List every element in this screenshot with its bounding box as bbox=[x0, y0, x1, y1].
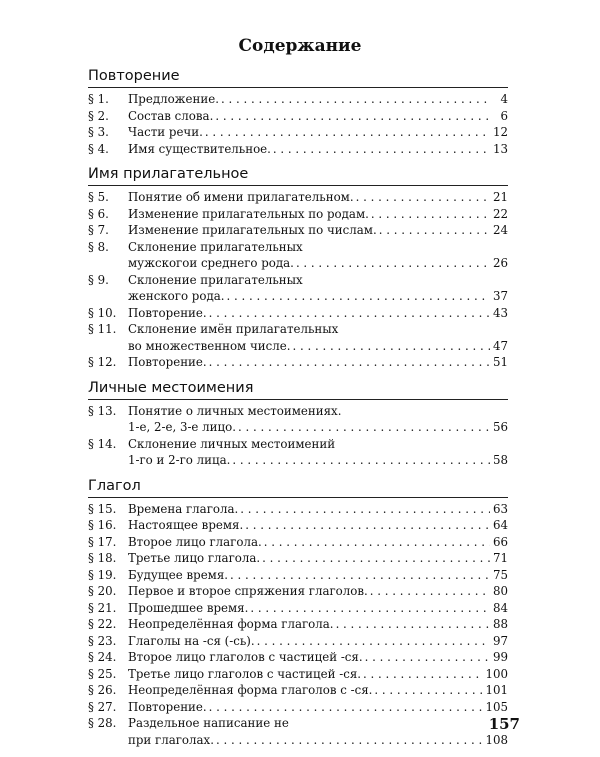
toc-entry[interactable] bbox=[88, 321, 508, 354]
page-ref: 66 bbox=[492, 534, 508, 549]
dot-leader bbox=[250, 600, 490, 617]
page-ref: 58 bbox=[492, 453, 508, 467]
toc-entry[interactable] bbox=[88, 583, 508, 600]
toc-entry[interactable] bbox=[88, 239, 508, 272]
section-number: § 11. bbox=[88, 322, 117, 336]
toc-entry[interactable] bbox=[88, 633, 508, 650]
page-ref: 21 bbox=[492, 190, 508, 204]
section-number: § 14. bbox=[88, 436, 117, 451]
toc-entry[interactable] bbox=[88, 699, 508, 716]
toc-section bbox=[88, 68, 508, 157]
dot-leader bbox=[374, 682, 483, 699]
section-number: § 17. bbox=[88, 534, 117, 549]
dot-leader bbox=[379, 222, 490, 239]
toc-section bbox=[88, 478, 508, 749]
section-number: § 22. bbox=[88, 617, 117, 631]
section-number: § 10. bbox=[88, 305, 117, 320]
dot-leader bbox=[296, 255, 490, 272]
entry-title: Склонение прилагательных bbox=[128, 272, 303, 287]
entry-title: Второе лицо глаголов с частицей -ся. bbox=[128, 650, 363, 664]
dot-leader bbox=[371, 206, 490, 223]
section-number: § 21. bbox=[88, 600, 117, 615]
page-ref: 64 bbox=[492, 518, 508, 532]
section-number: § 8. bbox=[88, 239, 109, 254]
dot-leader bbox=[370, 583, 490, 600]
entry-title: Второе лицо глагола. bbox=[128, 534, 262, 549]
toc-entry[interactable] bbox=[88, 436, 508, 469]
dot-leader bbox=[365, 649, 490, 666]
page-ref: 71 bbox=[492, 551, 508, 565]
entry-title: Времена глагола. bbox=[128, 501, 239, 516]
section-number: § 27. bbox=[88, 699, 117, 714]
page-ref: 105 bbox=[485, 699, 508, 714]
page-ref: 63 bbox=[492, 501, 508, 516]
entry-title: Прошедшее время. bbox=[128, 600, 249, 615]
entry-title: Настоящее время. bbox=[128, 518, 244, 532]
section-number: § 28. bbox=[88, 716, 117, 730]
section-heading: Повторение bbox=[88, 68, 508, 88]
page-ref: 4 bbox=[500, 92, 508, 106]
section-number: § 25. bbox=[88, 666, 117, 681]
page-ref: 84 bbox=[492, 600, 508, 615]
section-number: § 5. bbox=[88, 190, 109, 204]
page-ref: 88 bbox=[492, 617, 508, 631]
page-ref: 99 bbox=[492, 650, 508, 664]
toc-entry[interactable] bbox=[88, 124, 508, 141]
toc-entry[interactable] bbox=[88, 534, 508, 551]
toc-entry[interactable] bbox=[88, 550, 508, 567]
section-number: § 26. bbox=[88, 683, 117, 697]
page-ref: 12 bbox=[492, 125, 508, 139]
page-ref: 47 bbox=[492, 338, 508, 353]
page-ref: 101 bbox=[485, 683, 508, 697]
page-ref: 108 bbox=[485, 732, 508, 747]
dot-leader bbox=[336, 616, 490, 633]
dot-leader bbox=[232, 452, 490, 469]
dot-leader bbox=[221, 91, 490, 108]
toc-entry[interactable] bbox=[88, 715, 508, 748]
toc-entry[interactable] bbox=[88, 666, 508, 683]
toc-section bbox=[88, 166, 508, 371]
section-number: § 24. bbox=[88, 650, 117, 664]
toc-entry[interactable] bbox=[88, 649, 508, 666]
page-ref: 24 bbox=[492, 223, 508, 237]
section-number: § 2. bbox=[88, 108, 109, 123]
toc-entry[interactable] bbox=[88, 600, 508, 617]
page-ref: 22 bbox=[492, 206, 508, 221]
entry-title: Предложение. bbox=[128, 92, 219, 106]
toc-entry[interactable] bbox=[88, 222, 508, 239]
section-number: § 15. bbox=[88, 501, 117, 516]
section-number: § 1. bbox=[88, 92, 109, 106]
dot-leader bbox=[273, 141, 490, 158]
page-number: 157 bbox=[488, 715, 520, 733]
dot-leader bbox=[215, 108, 490, 125]
dot-leader bbox=[245, 517, 490, 534]
entry-title: Изменение прилагательных по родам. bbox=[128, 206, 369, 221]
section-number: § 3. bbox=[88, 125, 109, 139]
section-heading: Имя прилагательное bbox=[88, 166, 508, 186]
entry-title: Имя существительное. bbox=[128, 141, 271, 156]
toc-entry[interactable] bbox=[88, 501, 508, 518]
dot-leader bbox=[209, 699, 484, 716]
dot-leader bbox=[292, 338, 490, 355]
entry-title: женского рода. bbox=[128, 289, 225, 303]
entry-title: Состав слова. bbox=[128, 108, 214, 123]
toc-entry[interactable] bbox=[88, 616, 508, 633]
page-ref: 43 bbox=[492, 305, 508, 320]
toc-entry[interactable] bbox=[88, 206, 508, 223]
entry-title: Понятие об имени прилагательном. bbox=[128, 190, 354, 204]
section-heading: Глагол bbox=[88, 478, 508, 498]
page-ref: 80 bbox=[492, 584, 508, 598]
entry-title: Понятие о личных местоимениях. bbox=[128, 403, 342, 418]
entry-title: 1-го и 2-го лица. bbox=[128, 453, 231, 467]
entry-title: Третье лицо глагола. bbox=[128, 551, 261, 565]
dot-leader bbox=[257, 633, 490, 650]
toc-entry[interactable] bbox=[88, 305, 508, 322]
page-title: Содержание bbox=[238, 36, 362, 56]
section-heading: Личные местоимения bbox=[88, 380, 508, 400]
dot-leader bbox=[262, 550, 490, 567]
dot-leader bbox=[205, 124, 490, 141]
section-number: § 12. bbox=[88, 355, 117, 369]
dot-leader bbox=[363, 666, 483, 683]
entry-title: Будущее время. bbox=[128, 567, 229, 582]
dot-leader bbox=[209, 305, 490, 322]
section-number: § 19. bbox=[88, 567, 117, 582]
entry-title: Раздельное написание не bbox=[128, 716, 289, 730]
section-number: § 7. bbox=[88, 223, 109, 237]
entry-title: Неопределённая форма глаголов с -ся. bbox=[128, 683, 373, 697]
entry-title: Склонение имён прилагательных bbox=[128, 322, 339, 336]
entry-title: Части речи. bbox=[128, 125, 203, 139]
entry-title: мужскогои среднего рода. bbox=[128, 256, 294, 270]
entry-title: Повторение. bbox=[128, 305, 207, 320]
page-ref: 100 bbox=[485, 666, 508, 681]
entry-title: Неопределённая форма глагола. bbox=[128, 617, 334, 631]
section-number: § 16. bbox=[88, 518, 117, 532]
toc-entry[interactable] bbox=[88, 567, 508, 584]
table-of-contents bbox=[88, 68, 508, 757]
page-ref: 97 bbox=[492, 633, 508, 648]
entry-title: Склонение личных местоимений bbox=[128, 436, 336, 451]
dot-leader bbox=[264, 534, 490, 551]
toc-entry[interactable] bbox=[88, 189, 508, 206]
toc-entry[interactable] bbox=[88, 108, 508, 125]
section-number: § 9. bbox=[88, 272, 109, 287]
entry-title: при глаголах. bbox=[128, 732, 214, 747]
page-ref: 26 bbox=[492, 256, 508, 270]
page-ref: 6 bbox=[500, 108, 508, 123]
section-number: § 20. bbox=[88, 584, 117, 598]
page-ref: 75 bbox=[492, 567, 508, 582]
toc-section bbox=[88, 380, 508, 469]
toc-entry[interactable] bbox=[88, 682, 508, 699]
toc-entry[interactable] bbox=[88, 517, 508, 534]
page-ref: 37 bbox=[492, 289, 508, 303]
dot-leader bbox=[227, 288, 490, 305]
section-number: § 4. bbox=[88, 141, 109, 156]
page-ref: 51 bbox=[492, 355, 508, 369]
section-number: § 13. bbox=[88, 403, 117, 418]
entry-title: Первое и второе спряжения глаголов. bbox=[128, 584, 368, 598]
section-number: § 23. bbox=[88, 633, 117, 648]
dot-leader bbox=[216, 732, 484, 749]
dot-leader bbox=[238, 419, 490, 436]
toc-entry[interactable] bbox=[88, 354, 508, 371]
section-number: § 6. bbox=[88, 206, 109, 221]
entry-title: Глаголы на -ся (-сь). bbox=[128, 633, 255, 648]
dot-leader bbox=[209, 354, 490, 371]
dot-leader bbox=[240, 501, 490, 518]
page-ref: 56 bbox=[492, 420, 508, 434]
entry-title: Склонение прилагательных bbox=[128, 239, 303, 254]
entry-title: Изменение прилагательных по числам. bbox=[128, 223, 377, 237]
toc-entry[interactable] bbox=[88, 272, 508, 305]
toc-entry[interactable] bbox=[88, 141, 508, 158]
page-ref: 13 bbox=[492, 141, 508, 156]
toc-entry[interactable] bbox=[88, 91, 508, 108]
dot-leader bbox=[230, 567, 490, 584]
dot-leader bbox=[356, 189, 490, 206]
entry-title: во множественном числе. bbox=[128, 338, 291, 353]
section-number: § 18. bbox=[88, 551, 117, 565]
entry-title: Третье лицо глаголов с частицей -ся. bbox=[128, 666, 362, 681]
entry-title: Повторение. bbox=[128, 355, 207, 369]
toc-entry[interactable] bbox=[88, 403, 508, 436]
entry-title: 1-е, 2-е, 3-е лицо. bbox=[128, 420, 236, 434]
entry-title: Повторение. bbox=[128, 699, 207, 714]
